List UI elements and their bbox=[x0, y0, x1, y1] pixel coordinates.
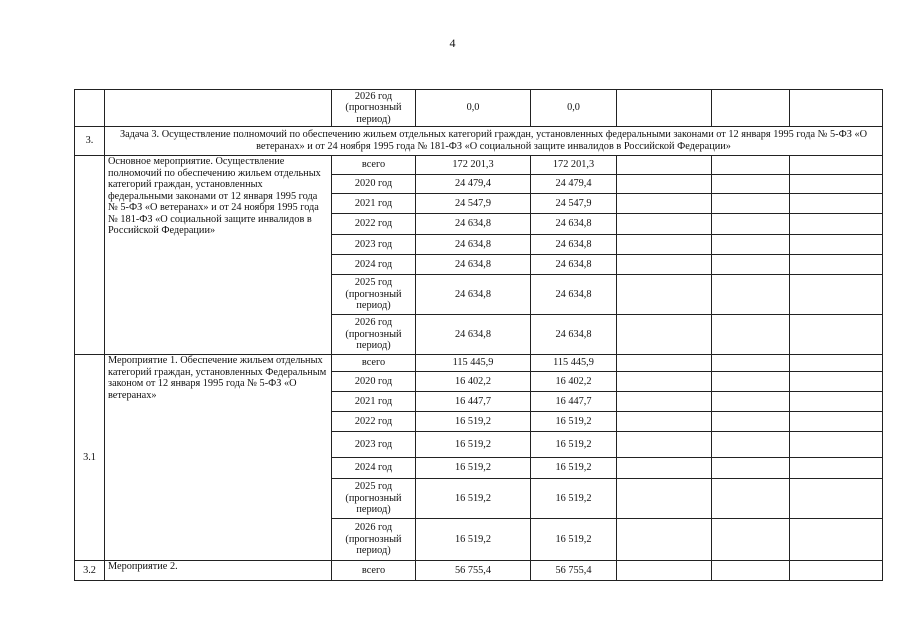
value-cell: 24 547,9 bbox=[416, 194, 531, 214]
value-cell: 16 519,2 bbox=[416, 432, 531, 458]
period-cell: 2021 год bbox=[332, 392, 416, 412]
empty-cell bbox=[712, 519, 790, 561]
table-row bbox=[75, 561, 883, 581]
description-cell: Основное мероприятие. Осуществление полномочий по обеспечению жильем отдельных категорий граждан, установленных федеральными законами от 12 января 1995 года № 5-ФЗ «О ветеранах» и от 24 ноября 1995 года № 181-ФЗ «О социальной защите инвалидов в Российской Федерации» bbox=[105, 156, 332, 355]
value-cell: 16 519,2 bbox=[531, 412, 617, 432]
empty-cell bbox=[617, 315, 712, 355]
row-number bbox=[75, 156, 105, 355]
empty-cell bbox=[790, 479, 883, 519]
period-cell: 2023 год bbox=[332, 235, 416, 255]
empty-cell bbox=[712, 392, 790, 412]
value-cell: 16 519,2 bbox=[416, 412, 531, 432]
empty-cell bbox=[712, 372, 790, 392]
table-row bbox=[75, 156, 883, 175]
period-cell: 2021 год bbox=[332, 194, 416, 214]
value-cell: 24 634,8 bbox=[531, 315, 617, 355]
description-cell: Мероприятие 1. Обеспечение жильем отдельных категорий граждан, установленных Федеральным законом от 12 января 1995 года № 5-ФЗ «О ветеранах» bbox=[105, 355, 332, 561]
empty-cell bbox=[617, 90, 712, 127]
value-cell: 24 634,8 bbox=[531, 235, 617, 255]
value-cell: 24 634,8 bbox=[416, 315, 531, 355]
empty-cell bbox=[712, 479, 790, 519]
empty-cell bbox=[790, 315, 883, 355]
value-cell: 24 479,4 bbox=[531, 175, 617, 194]
value-cell: 172 201,3 bbox=[416, 156, 531, 175]
value-cell: 24 479,4 bbox=[416, 175, 531, 194]
period-cell: всего bbox=[332, 156, 416, 175]
value-cell: 16 447,7 bbox=[416, 392, 531, 412]
empty-cell bbox=[617, 372, 712, 392]
period-cell: 2020 год bbox=[332, 372, 416, 392]
empty-cell bbox=[790, 275, 883, 315]
row-number: 3.2 bbox=[75, 561, 105, 581]
period-cell: 2024 год bbox=[332, 458, 416, 479]
empty-cell bbox=[712, 156, 790, 175]
value-cell: 16 447,7 bbox=[531, 392, 617, 412]
task-row bbox=[75, 127, 883, 156]
page-number: 4 bbox=[449, 36, 456, 50]
value-cell: 16 402,2 bbox=[416, 372, 531, 392]
empty-cell bbox=[712, 194, 790, 214]
row-number: 3.1 bbox=[75, 355, 105, 561]
value-cell: 115 445,9 bbox=[416, 355, 531, 372]
value-cell: 172 201,3 bbox=[531, 156, 617, 175]
row-number bbox=[75, 90, 105, 127]
empty-cell bbox=[790, 519, 883, 561]
value-cell: 0,0 bbox=[531, 90, 617, 127]
value-cell: 16 519,2 bbox=[416, 458, 531, 479]
empty-cell bbox=[790, 235, 883, 255]
empty-cell bbox=[617, 392, 712, 412]
period-cell: 2026 год (прогнозный период) bbox=[332, 90, 416, 127]
value-cell: 16 402,2 bbox=[531, 372, 617, 392]
description-cell: Мероприятие 2. bbox=[105, 561, 332, 581]
empty-cell bbox=[617, 214, 712, 235]
empty-cell bbox=[790, 255, 883, 275]
value-cell: 16 519,2 bbox=[531, 458, 617, 479]
value-cell: 16 519,2 bbox=[531, 432, 617, 458]
value-cell: 24 634,8 bbox=[416, 255, 531, 275]
empty-cell bbox=[790, 156, 883, 175]
empty-cell bbox=[712, 214, 790, 235]
empty-cell bbox=[712, 412, 790, 432]
empty-cell bbox=[617, 175, 712, 194]
empty-cell bbox=[712, 175, 790, 194]
empty-cell bbox=[617, 255, 712, 275]
description-cell bbox=[105, 90, 332, 127]
empty-cell bbox=[617, 458, 712, 479]
empty-cell bbox=[712, 432, 790, 458]
period-cell: 2022 год bbox=[332, 214, 416, 235]
value-cell: 24 634,8 bbox=[416, 235, 531, 255]
empty-cell bbox=[712, 315, 790, 355]
empty-cell bbox=[617, 275, 712, 315]
empty-cell bbox=[617, 355, 712, 372]
value-cell: 16 519,2 bbox=[416, 519, 531, 561]
table-row bbox=[75, 355, 883, 372]
value-cell: 16 519,2 bbox=[416, 479, 531, 519]
empty-cell bbox=[712, 255, 790, 275]
value-cell: 24 634,8 bbox=[531, 275, 617, 315]
task-title: Задача 3. Осуществление полномочий по обеспечению жильем отдельных категорий граждан, установленных федеральными законами от 12 января 1995 года № 5-ФЗ «О ветеранах» и от 24 ноября 1995 года № 181-ФЗ «О социальной защите инвалидов в Российской Федерации» bbox=[105, 127, 883, 156]
empty-cell bbox=[790, 432, 883, 458]
value-cell: 24 634,8 bbox=[531, 255, 617, 275]
period-cell: 2026 год (прогнозный период) bbox=[332, 519, 416, 561]
value-cell: 24 547,9 bbox=[531, 194, 617, 214]
period-cell: 2026 год (прогнозный период) bbox=[332, 315, 416, 355]
period-cell: 2023 год bbox=[332, 432, 416, 458]
empty-cell bbox=[790, 458, 883, 479]
empty-cell bbox=[712, 235, 790, 255]
empty-cell bbox=[790, 412, 883, 432]
empty-cell bbox=[712, 275, 790, 315]
empty-cell bbox=[712, 458, 790, 479]
period-cell: всего bbox=[332, 561, 416, 581]
value-cell: 24 634,8 bbox=[531, 214, 617, 235]
empty-cell bbox=[617, 479, 712, 519]
empty-cell bbox=[712, 561, 790, 581]
empty-cell bbox=[790, 194, 883, 214]
budget-table bbox=[74, 89, 883, 581]
empty-cell bbox=[712, 355, 790, 372]
period-cell: 2025 год (прогнозный период) bbox=[332, 479, 416, 519]
empty-cell bbox=[790, 372, 883, 392]
empty-cell bbox=[790, 392, 883, 412]
empty-cell bbox=[790, 175, 883, 194]
empty-cell bbox=[617, 235, 712, 255]
empty-cell bbox=[617, 519, 712, 561]
value-cell: 115 445,9 bbox=[531, 355, 617, 372]
value-cell: 24 634,8 bbox=[416, 214, 531, 235]
period-cell: 2022 год bbox=[332, 412, 416, 432]
task-number: 3. bbox=[75, 127, 105, 156]
period-cell: 2020 год bbox=[332, 175, 416, 194]
period-cell: 2024 год bbox=[332, 255, 416, 275]
value-cell: 56 755,4 bbox=[531, 561, 617, 581]
empty-cell bbox=[790, 561, 883, 581]
empty-cell bbox=[617, 432, 712, 458]
empty-cell bbox=[790, 90, 883, 127]
period-cell: всего bbox=[332, 355, 416, 372]
empty-cell bbox=[790, 214, 883, 235]
empty-cell bbox=[617, 156, 712, 175]
value-cell: 24 634,8 bbox=[416, 275, 531, 315]
value-cell: 0,0 bbox=[416, 90, 531, 127]
value-cell: 16 519,2 bbox=[531, 519, 617, 561]
period-cell: 2025 год (прогнозный период) bbox=[332, 275, 416, 315]
empty-cell bbox=[617, 194, 712, 214]
empty-cell bbox=[617, 412, 712, 432]
table-row bbox=[75, 90, 883, 127]
value-cell: 16 519,2 bbox=[531, 479, 617, 519]
empty-cell bbox=[712, 90, 790, 127]
value-cell: 56 755,4 bbox=[416, 561, 531, 581]
empty-cell bbox=[617, 561, 712, 581]
empty-cell bbox=[790, 355, 883, 372]
